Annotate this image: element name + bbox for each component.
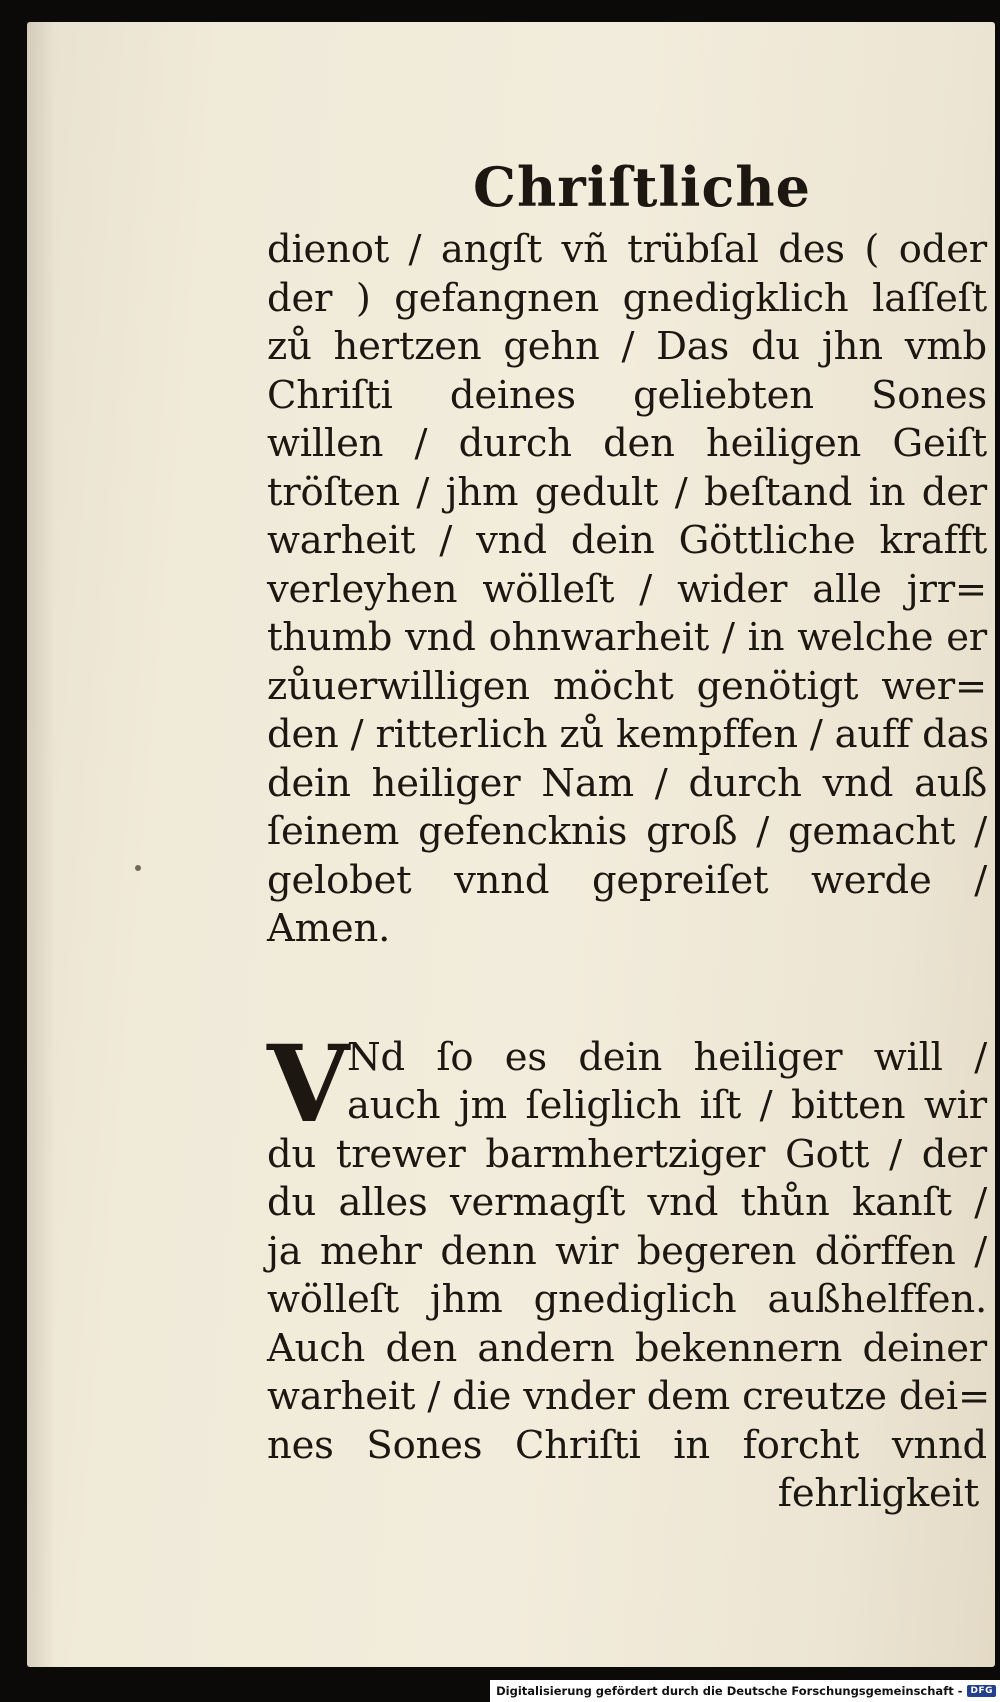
text-line: verleyhen wölleſt / wider alle jrr= [267,566,987,612]
text-line: ja mehr denn wir begeren dörffen / [267,1228,987,1274]
text-line: wölleſt jhm gnediglich außhelffen. [267,1277,987,1322]
text-line: gelobet vnnd gepreiſet werde / [267,857,987,903]
text-line: dein heiliger Nam / durch vnd auß [267,760,987,806]
text-line: Auch den andern bekennern deiner [267,1325,987,1371]
text-line: nes Sones Chriſti in forcht vnnd [267,1422,987,1468]
text-line: Chriſti deines geliebten Sones [267,372,987,418]
text-line: willen / durch den heiligen Geiſt [267,421,987,466]
text-block [267,152,991,1519]
text-line: zůuerwilligen möcht genötigt wer= [267,663,987,709]
book-page [27,22,995,1667]
ink-spot [135,865,141,871]
text-line: du alles vermagſt vnd thůn kanſt / [267,1180,987,1225]
paragraph-2 [267,1020,991,1519]
text-line: den / ritterlich zů kempffen / auff das [267,712,989,757]
text-line: dienot / angſt vñ trübſal des ( oder [267,227,987,272]
text-line: thumb vnd ohnwarheit / in welche er [267,615,987,660]
paragraph-gap [267,954,987,1034]
text-line: warheit / die vnder dem creutze dei= [267,1374,991,1419]
catchword: fehrligkeit [777,1471,979,1516]
text-line: du trewer barmhertziger Gott / der [267,1131,987,1177]
text-line: Nd ſo es dein heiliger will / [347,1034,987,1080]
text-line: auch jm ſeliglich iſt / bitten wir [347,1083,987,1128]
paragraph-1 [267,226,987,954]
text-line: zů hertzen gehn / Das du jhn vmb [267,324,987,369]
credit-text: Digitalisierung gefördert durch die Deutsche Forschungsgemeinschaft - [496,1684,963,1698]
text-line: der ) gefangnen gnedigklich laſſeſt [267,275,987,321]
running-head: Chriſtliche [473,155,811,219]
text-line: ſeinem gefencknis groß / gemacht / [267,809,987,854]
digitization-credit [490,1680,1000,1702]
text-line: tröſten / jhm gedult / beſtand in der [267,469,987,515]
dfg-logo-icon: DFG [967,1685,996,1697]
text-line: warheit / vnd dein Göttliche krafft [267,518,987,563]
text-line: Amen. [267,906,391,951]
drop-cap: V [267,1020,350,1146]
